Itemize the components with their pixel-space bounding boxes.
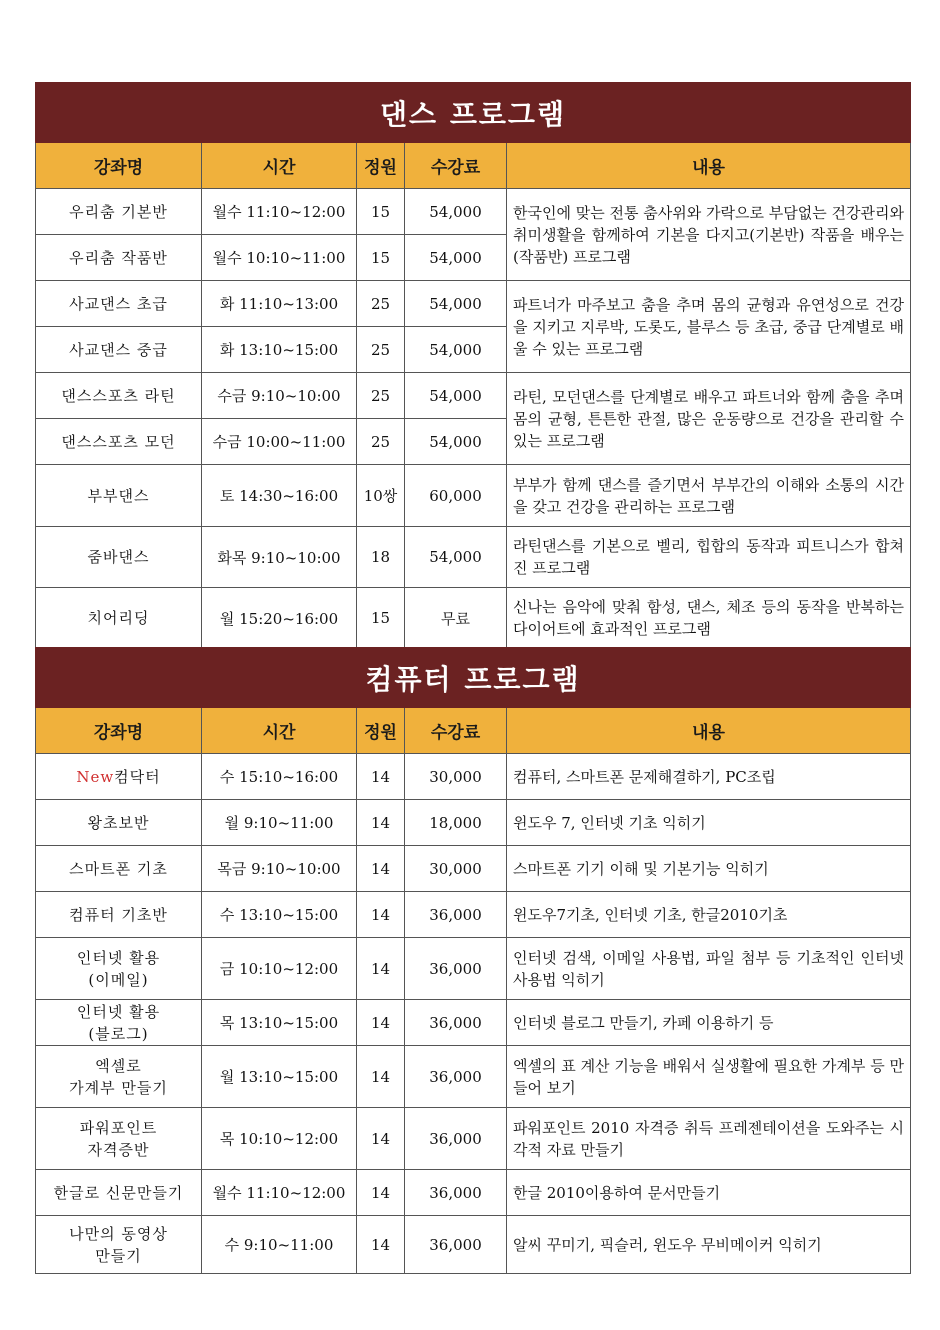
computer-program-table bbox=[35, 647, 911, 1274]
table-row bbox=[36, 938, 911, 1000]
course-fee: 60,000 bbox=[405, 465, 507, 527]
course-time: 화목 9:10~10:00 bbox=[202, 527, 357, 588]
course-time: 화 13:10~15:00 bbox=[202, 327, 357, 373]
course-capacity: 14 bbox=[357, 754, 405, 800]
course-capacity: 14 bbox=[357, 1046, 405, 1108]
course-name bbox=[36, 1046, 202, 1108]
course-name-line: 가계부 만들기 bbox=[69, 1078, 168, 1097]
course-name-line: 만들기 bbox=[95, 1246, 142, 1265]
course-name-line: 컴퓨터 기초반 bbox=[69, 905, 168, 924]
table-row bbox=[36, 1170, 911, 1216]
course-time: 월 13:10~15:00 bbox=[202, 1046, 357, 1108]
course-fee: 36,000 bbox=[405, 1108, 507, 1170]
course-description: 신나는 음악에 맞춰 함성, 댄스, 체조 등의 동작을 반복하는 다이어트에 효과적인 프로그램 bbox=[507, 588, 911, 649]
course-fee: 54,000 bbox=[405, 327, 507, 373]
course-capacity: 14 bbox=[357, 892, 405, 938]
table-row bbox=[36, 1046, 911, 1108]
col-header-course: 강좌명 bbox=[36, 708, 202, 754]
course-name-line: 나만의 동영상 bbox=[69, 1224, 168, 1243]
col-header-time: 시간 bbox=[202, 143, 357, 189]
table-row bbox=[36, 846, 911, 892]
course-name: 우리춤 작품반 bbox=[36, 235, 202, 281]
course-time: 월 9:10~11:00 bbox=[202, 800, 357, 846]
table-row bbox=[36, 1108, 911, 1170]
course-name bbox=[36, 892, 202, 938]
course-description: 부부가 함께 댄스를 즐기면서 부부간의 이해와 소통의 시간을 갖고 건강을 관리하는 프로그램 bbox=[507, 465, 911, 527]
course-fee: 30,000 bbox=[405, 846, 507, 892]
course-time: 토 14:30~16:00 bbox=[202, 465, 357, 527]
course-capacity: 10쌍 bbox=[357, 465, 405, 527]
course-capacity: 18 bbox=[357, 527, 405, 588]
course-name: 우리춤 기본반 bbox=[36, 189, 202, 235]
course-description: 한글 2010이용하여 문서만들기 bbox=[507, 1170, 911, 1216]
course-description: 윈도우7기초, 인터넷 기초, 한글2010기초 bbox=[507, 892, 911, 938]
table-row bbox=[36, 189, 911, 235]
course-capacity: 14 bbox=[357, 846, 405, 892]
course-description: 알씨 꾸미기, 픽슬러, 윈도우 무비메이커 익히기 bbox=[507, 1216, 911, 1274]
course-capacity: 25 bbox=[357, 373, 405, 419]
course-capacity: 15 bbox=[357, 235, 405, 281]
course-description: 컴퓨터, 스마트폰 문제해결하기, PC조립 bbox=[507, 754, 911, 800]
course-description: 파트너가 마주보고 춤을 추며 몸의 균형과 유연성으로 건강을 지키고 지루박, 도롯도, 블루스 등 초급, 중급 단계별로 배울 수 있는 프로그램 bbox=[507, 281, 911, 373]
course-fee: 54,000 bbox=[405, 527, 507, 588]
course-description: 인터넷 블로그 만들기, 카페 이용하기 등 bbox=[507, 1000, 911, 1046]
table-row bbox=[36, 754, 911, 800]
course-name: 줌바댄스 bbox=[36, 527, 202, 588]
course-description: 인터넷 검색, 이메일 사용법, 파일 첨부 등 기초적인 인터넷 사용법 익히기 bbox=[507, 938, 911, 1000]
course-time: 수금 10:00~11:00 bbox=[202, 419, 357, 465]
course-fee: 54,000 bbox=[405, 373, 507, 419]
table-row bbox=[36, 892, 911, 938]
course-capacity: 15 bbox=[357, 588, 405, 649]
course-time: 월수 11:10~12:00 bbox=[202, 189, 357, 235]
course-name bbox=[36, 1216, 202, 1274]
course-capacity: 14 bbox=[357, 800, 405, 846]
col-header-time: 시간 bbox=[202, 708, 357, 754]
course-name: 부부댄스 bbox=[36, 465, 202, 527]
course-name-line: 자격증반 bbox=[87, 1140, 150, 1159]
course-description: 라틴댄스를 기본으로 벨리, 힙합의 동작과 피트니스가 합쳐진 프로그램 bbox=[507, 527, 911, 588]
course-time: 수 9:10~11:00 bbox=[202, 1216, 357, 1274]
course-name-line: 한글로 신문만들기 bbox=[53, 1183, 184, 1202]
course-fee: 54,000 bbox=[405, 281, 507, 327]
col-header-fee: 수강료 bbox=[405, 708, 507, 754]
course-time: 수 15:10~16:00 bbox=[202, 754, 357, 800]
course-fee: 무료 bbox=[405, 588, 507, 649]
course-name-line: 엑셀로 bbox=[95, 1056, 142, 1075]
col-header-capacity: 정원 bbox=[357, 708, 405, 754]
course-fee: 18,000 bbox=[405, 800, 507, 846]
col-header-content: 내용 bbox=[507, 708, 911, 754]
course-fee: 36,000 bbox=[405, 1046, 507, 1108]
table-row bbox=[36, 373, 911, 419]
course-name-line: 왕초보반 bbox=[87, 813, 150, 832]
course-capacity: 15 bbox=[357, 189, 405, 235]
table-row bbox=[36, 800, 911, 846]
course-time: 월 15:20~16:00 bbox=[202, 588, 357, 649]
course-capacity: 14 bbox=[357, 938, 405, 1000]
course-fee: 54,000 bbox=[405, 419, 507, 465]
course-description: 파워포인트 2010 자격증 취득 프레젠테이션을 도와주는 시각적 자료 만들기 bbox=[507, 1108, 911, 1170]
course-description: 라틴, 모던댄스를 단계별로 배우고 파트너와 함께 춤을 추며 몸의 균형, 튼튼한 관절, 많은 운동량으로 건강을 관리할 수 있는 프로그램 bbox=[507, 373, 911, 465]
course-fee: 36,000 bbox=[405, 938, 507, 1000]
table-row bbox=[36, 465, 911, 527]
new-badge: New bbox=[76, 767, 115, 786]
course-name-line: 인터넷 활용 bbox=[76, 1002, 161, 1021]
course-fee: 30,000 bbox=[405, 754, 507, 800]
course-name: 사교댄스 초급 bbox=[36, 281, 202, 327]
table-row bbox=[36, 588, 911, 649]
course-name-line: 스마트폰 기초 bbox=[69, 859, 168, 878]
course-fee: 36,000 bbox=[405, 1170, 507, 1216]
course-capacity: 14 bbox=[357, 1216, 405, 1274]
course-capacity: 14 bbox=[357, 1170, 405, 1216]
course-name-line: (이메일) bbox=[88, 970, 149, 989]
course-name: 치어리딩 bbox=[36, 588, 202, 649]
course-capacity: 25 bbox=[357, 327, 405, 373]
course-description: 한국인에 맞는 전통 춤사위와 가락으로 부담없는 건강관리와 취미생활을 함께하여 기본을 다지고(기본반) 작품을 배우는(작품반) 프로그램 bbox=[507, 189, 911, 281]
course-description: 스마트폰 기기 이해 및 기본기능 익히기 bbox=[507, 846, 911, 892]
course-description: 윈도우 7, 인터넷 기초 익히기 bbox=[507, 800, 911, 846]
course-description: 엑셀의 표 계산 기능을 배워서 실생활에 필요한 가계부 등 만들어 보기 bbox=[507, 1046, 911, 1108]
dance-section-title: 댄스 프로그램 bbox=[36, 83, 911, 143]
course-name-line: (블로그) bbox=[88, 1024, 149, 1043]
table-row bbox=[36, 281, 911, 327]
col-header-fee: 수강료 bbox=[405, 143, 507, 189]
course-name-line: 인터넷 활용 bbox=[76, 948, 161, 967]
table-row bbox=[36, 527, 911, 588]
course-name-line: 컴닥터 bbox=[114, 767, 161, 786]
table-row bbox=[36, 1000, 911, 1046]
course-name bbox=[36, 754, 202, 800]
course-name: 사교댄스 중급 bbox=[36, 327, 202, 373]
course-name: 댄스스포츠 라틴 bbox=[36, 373, 202, 419]
course-time: 수금 9:10~10:00 bbox=[202, 373, 357, 419]
course-time: 월수 10:10~11:00 bbox=[202, 235, 357, 281]
col-header-content: 내용 bbox=[507, 143, 911, 189]
course-name bbox=[36, 1000, 202, 1046]
course-time: 목금 9:10~10:00 bbox=[202, 846, 357, 892]
course-time: 목 10:10~12:00 bbox=[202, 1108, 357, 1170]
table-row bbox=[36, 1216, 911, 1274]
course-time: 월수 11:10~12:00 bbox=[202, 1170, 357, 1216]
course-capacity: 14 bbox=[357, 1108, 405, 1170]
course-fee: 36,000 bbox=[405, 892, 507, 938]
course-name bbox=[36, 938, 202, 1000]
course-name: 댄스스포츠 모던 bbox=[36, 419, 202, 465]
course-name-line: 파워포인트 bbox=[79, 1118, 158, 1137]
course-name bbox=[36, 1108, 202, 1170]
col-header-course: 강좌명 bbox=[36, 143, 202, 189]
col-header-capacity: 정원 bbox=[357, 143, 405, 189]
course-capacity: 14 bbox=[357, 1000, 405, 1046]
course-time: 수 13:10~15:00 bbox=[202, 892, 357, 938]
course-name bbox=[36, 1170, 202, 1216]
course-fee: 54,000 bbox=[405, 189, 507, 235]
course-name bbox=[36, 846, 202, 892]
course-name bbox=[36, 800, 202, 846]
course-fee: 54,000 bbox=[405, 235, 507, 281]
computer-section-title: 컴퓨터 프로그램 bbox=[36, 648, 911, 708]
course-time: 금 10:10~12:00 bbox=[202, 938, 357, 1000]
course-capacity: 25 bbox=[357, 419, 405, 465]
course-time: 목 13:10~15:00 bbox=[202, 1000, 357, 1046]
course-capacity: 25 bbox=[357, 281, 405, 327]
course-time: 화 11:10~13:00 bbox=[202, 281, 357, 327]
dance-program-table bbox=[35, 82, 911, 649]
course-fee: 36,000 bbox=[405, 1216, 507, 1274]
course-fee: 36,000 bbox=[405, 1000, 507, 1046]
